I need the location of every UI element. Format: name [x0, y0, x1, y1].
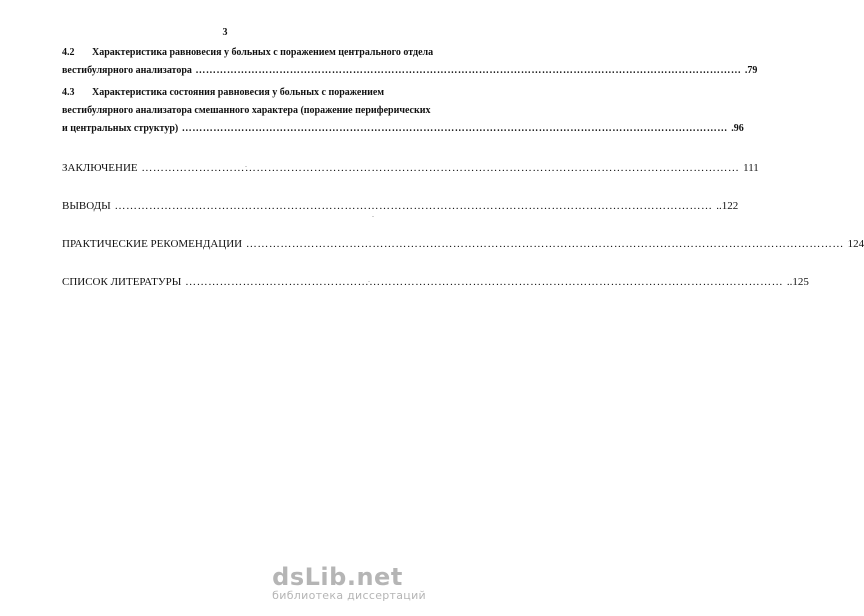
chapter-title: ВЫВОДЫ — [62, 200, 111, 212]
dot-leader — [182, 123, 728, 134]
toc-entry-4-3-leader-line — [62, 120, 744, 138]
scan-speck — [368, 281, 370, 282]
table-of-contents — [62, 44, 864, 291]
section-number: 4.3 — [62, 87, 75, 98]
chapter-title: ЗАКЛЮЧЕНИЕ — [62, 162, 138, 174]
section-title-line: Характеристика состояния равновесия у больных с поражением — [92, 87, 385, 98]
chapter-page-number: ..122 — [716, 200, 739, 212]
toc-entry-4-3[interactable] — [62, 84, 744, 138]
dot-leader — [141, 162, 739, 174]
watermark-tagline: библиотека диссертаций — [272, 589, 426, 602]
toc-entry-4-2-leader-line — [62, 62, 758, 80]
section-title-continuation: вестибулярного анализатора смешанного характера (поражение периферических — [62, 105, 431, 116]
section-title-continuation: вестибулярного анализатора — [62, 65, 192, 76]
toc-chapter-findings[interactable] — [62, 197, 739, 215]
dot-leader — [185, 276, 783, 288]
section-page-number: .96 — [731, 123, 744, 134]
toc-entry-4-2[interactable] — [62, 44, 758, 80]
chapter-page-number: 124 — [847, 238, 864, 250]
toc-chapter-conclusion[interactable] — [62, 159, 759, 177]
dot-leader — [115, 200, 713, 212]
toc-chapter-references[interactable] — [62, 273, 809, 291]
page-number: 3 — [222, 27, 228, 38]
watermark-brand: dsLib.net — [272, 563, 403, 591]
section-title-continuation-end: и центральных структур) — [62, 123, 179, 134]
chapter-page-number: ..125 — [786, 276, 809, 288]
dot-leader — [195, 65, 741, 76]
chapter-title: СПИСОК ЛИТЕРАТУРЫ — [62, 276, 182, 288]
toc-entry-4-2-first-line — [62, 44, 432, 62]
scan-speck — [245, 166, 247, 167]
toc-entry-4-3-first-line — [62, 84, 432, 102]
dot-leader — [246, 238, 844, 250]
section-title-line: Характеристика равновесия у больных с поражением центрального отдела — [92, 47, 434, 58]
chapter-page-number: 111 — [743, 162, 759, 174]
scan-speck — [372, 216, 374, 217]
chapter-title: ПРАКТИЧЕСКИЕ РЕКОМЕНДАЦИИ — [62, 238, 243, 250]
toc-chapter-recommendations[interactable] — [62, 235, 864, 253]
watermark[interactable] — [272, 565, 426, 602]
section-number: 4.2 — [62, 47, 75, 58]
section-page-number: .79 — [744, 65, 758, 76]
